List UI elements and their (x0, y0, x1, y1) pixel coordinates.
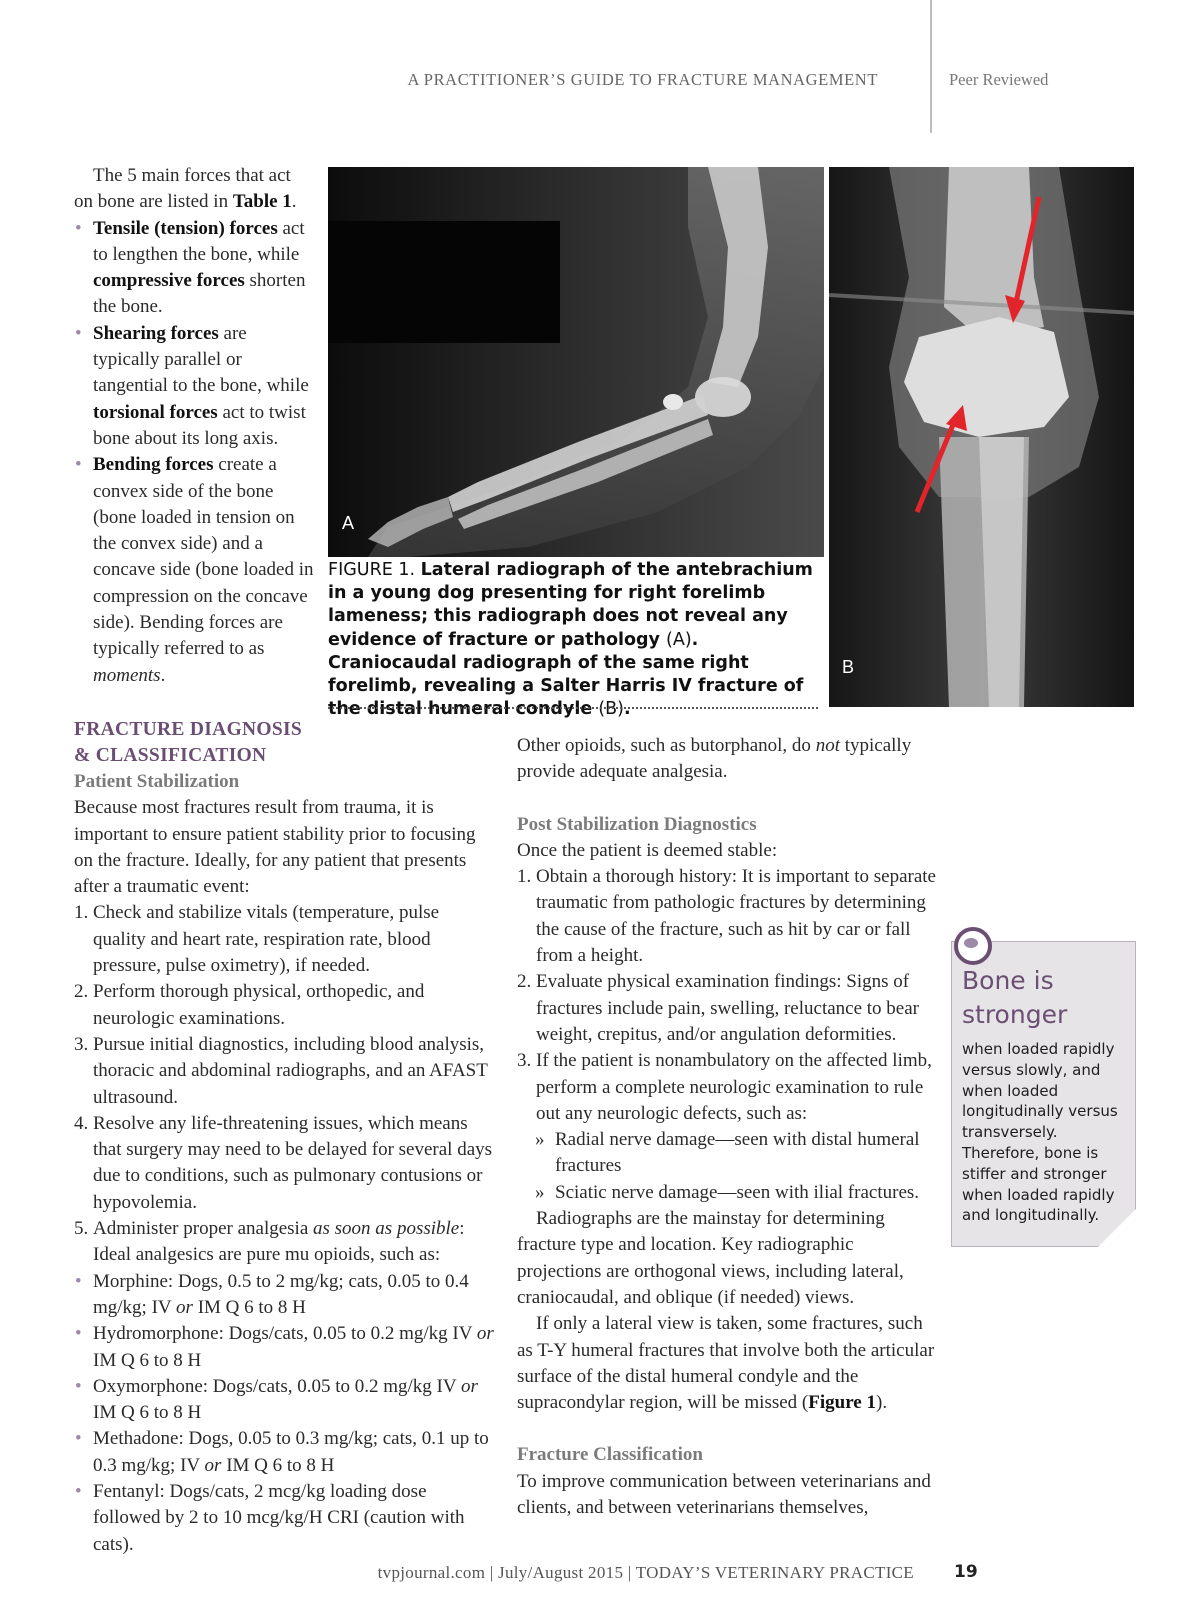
callout-text: when loaded rapidly versus slowly, and when loaded longitudinally versus transversely. Therefore, bone is stiffer and stronger when loaded rapidly and longitudinally. (962, 1040, 1118, 1225)
figure-caption (328, 559, 814, 721)
paragraph: If only a lateral view is taken, some fractures, such as T-Y humeral fractures that involve both the articular surface of the distal humeral condyle and the supracondylar region, will be missed (Figure 1). (517, 1313, 935, 1414)
section-title: FRACTURE DIAGNOSIS & CLASSIFICATION (74, 719, 303, 766)
list-item: 3. If the patient is nonambulatory on the affected limb, perform a complete neurologic examination to rule out any neurologic defects, such as: (517, 1050, 932, 1124)
speech-bubble-icon (954, 927, 992, 965)
list-item: 5. Administer proper analgesia as soon as possible: Ideal analgesics are pure mu opioids, such as: (74, 1218, 465, 1266)
header-divider (930, 0, 932, 133)
analgesic-list (74, 1269, 494, 1558)
list-item: 3. Pursue initial diagnostics, including blood analysis, thoracic and abdominal radiographs, and an AFAST ultrasound. (74, 1033, 488, 1108)
list-item: 1. Obtain a thorough history: It is important to separate traumatic from pathologic fractures by determining the cause of the fracture, such as hit by car or fall from a height. (517, 866, 936, 967)
list-item: • Methadone: Dogs, 0.05 to 0.3 mg/kg; cats, 0.1 up to 0.3 mg/kg; IV or IM Q 6 to 8 H (74, 1426, 494, 1479)
figure-1 (328, 167, 1134, 720)
footer-text: tvpjournal.com | July/August 2015 | TODAY’S VETERINARY PRACTICE (377, 1563, 914, 1582)
caption-divider (328, 707, 818, 709)
subhead-patient-stabilization: Patient Stabilization (74, 771, 240, 792)
stabilization-steps (74, 900, 494, 1268)
list-item: • Morphine: Dogs, 0.5 to 2 mg/kg; cats, 0.05 to 0.4 mg/kg; IV or IM Q 6 to 8 H (74, 1269, 494, 1322)
callout-title: Bone is stronger (962, 966, 1068, 1029)
radiograph-lateral (328, 167, 824, 557)
running-title: A PRACTITIONER’S GUIDE TO FRACTURE MANAGEMENT (407, 70, 878, 89)
radiograph-craniocaudal (829, 167, 1134, 707)
paragraph: To improve communication between veterinarians and clients, and between veterinarians themselves, (517, 1470, 931, 1519)
page-number: 19 (954, 1562, 978, 1582)
list-item: 2. Evaluate physical examination findings: Signs of fractures include pain, swelling, reluctance to bear weight, crepitus, and/or angulation deformities. (517, 971, 919, 1045)
paragraph: Other opioids, such as butorphanol, do not typically provide adequate analgesia. (517, 735, 912, 783)
subhead-post-stabilization: Post Stabilization Diagnostics (517, 813, 757, 835)
peer-reviewed-label: Peer Reviewed (949, 70, 1049, 89)
subhead-fracture-classification: Fracture Classification (517, 1444, 703, 1466)
paragraph: Radiographs are the mainstay for determining fracture type and location. Key radiographic projections are orthogonal views, including lateral, craniocaudal, and oblique (if needed) views. (517, 1208, 904, 1308)
list-item: » Radial nerve damage—seen with distal humeral fractures (535, 1129, 920, 1177)
list-item: 1. Check and stabilize vitals (temperature, pulse quality and heart rate, respiration rate, blood pressure, pulse oximetry), if needed. (74, 902, 440, 977)
list-item: • Tensile (tension) forces act to lengthen the bone, while compressive forces shorten the bone. (74, 216, 314, 321)
figure-label-b: B (842, 657, 855, 677)
table-reference: Table 1 (232, 191, 292, 213)
list-item: » Sciatic nerve damage—seen with ilial fractures. (535, 1181, 920, 1203)
list-item: • Shearing forces are typically parallel or tangential to the bone, while torsional forces act to twist bone about its long axis. (74, 321, 314, 452)
column-right (517, 733, 937, 1521)
list-item: 2. Perform thorough physical, orthopedic, and neurologic examinations. (74, 981, 425, 1029)
forces-list (74, 216, 314, 689)
neurologic-defects-list (517, 1127, 937, 1206)
list-item: 4. Resolve any life-threatening issues, which means that surgery may need to be delayed for several days due to conditions, such as pulmonary contusions or hypovolemia. (74, 1112, 493, 1213)
column-left (74, 717, 494, 1558)
paragraph: Because most fractures result from trauma, it is important to ensure patient stability prior to focusing on the fracture. Ideally, for any patient that presents after a traumatic event: (74, 797, 476, 898)
diagnostic-steps (517, 864, 937, 1127)
list-item: • Hydromorphone: Dogs/cats, 0.05 to 0.2 mg/kg IV or IM Q 6 to 8 H (74, 1321, 494, 1374)
paragraph: Once the patient is deemed stable: (517, 839, 778, 861)
figure-caption-label: FIGURE 1. (328, 560, 421, 580)
list-item: • Oxymorphone: Dogs/cats, 0.05 to 0.2 mg/kg IV or IM Q 6 to 8 H (74, 1374, 494, 1427)
list-item: • Fentanyl: Dogs/cats, 2 mcg/kg loading dose followed by 2 to 10 mcg/kg/H CRI (caution with cats). (74, 1479, 494, 1558)
list-item: • Bending forces create a convex side of the bone (bone loaded in tension on the convex side) and a concave side (bone loaded in compression on the concave side). Bending forces are typically referred to as moments. (74, 452, 314, 689)
figure-caption-text: Lateral radiograph of the antebrachium in a young dog presenting for right forelimb lameness; this radiograph does not reveal any evidence of fracture or pathology (A). Craniocaudal radiograph of the same right forelimb, revealing a Salter Harris IV fracture of the distal humeral condyle (B). (328, 560, 813, 720)
intro-paragraph: The 5 main forces that act on bone are listed in Table 1. (74, 165, 297, 213)
figure-label-a: A (342, 513, 355, 533)
callout-box (951, 941, 1136, 1247)
intro-column (74, 163, 314, 689)
